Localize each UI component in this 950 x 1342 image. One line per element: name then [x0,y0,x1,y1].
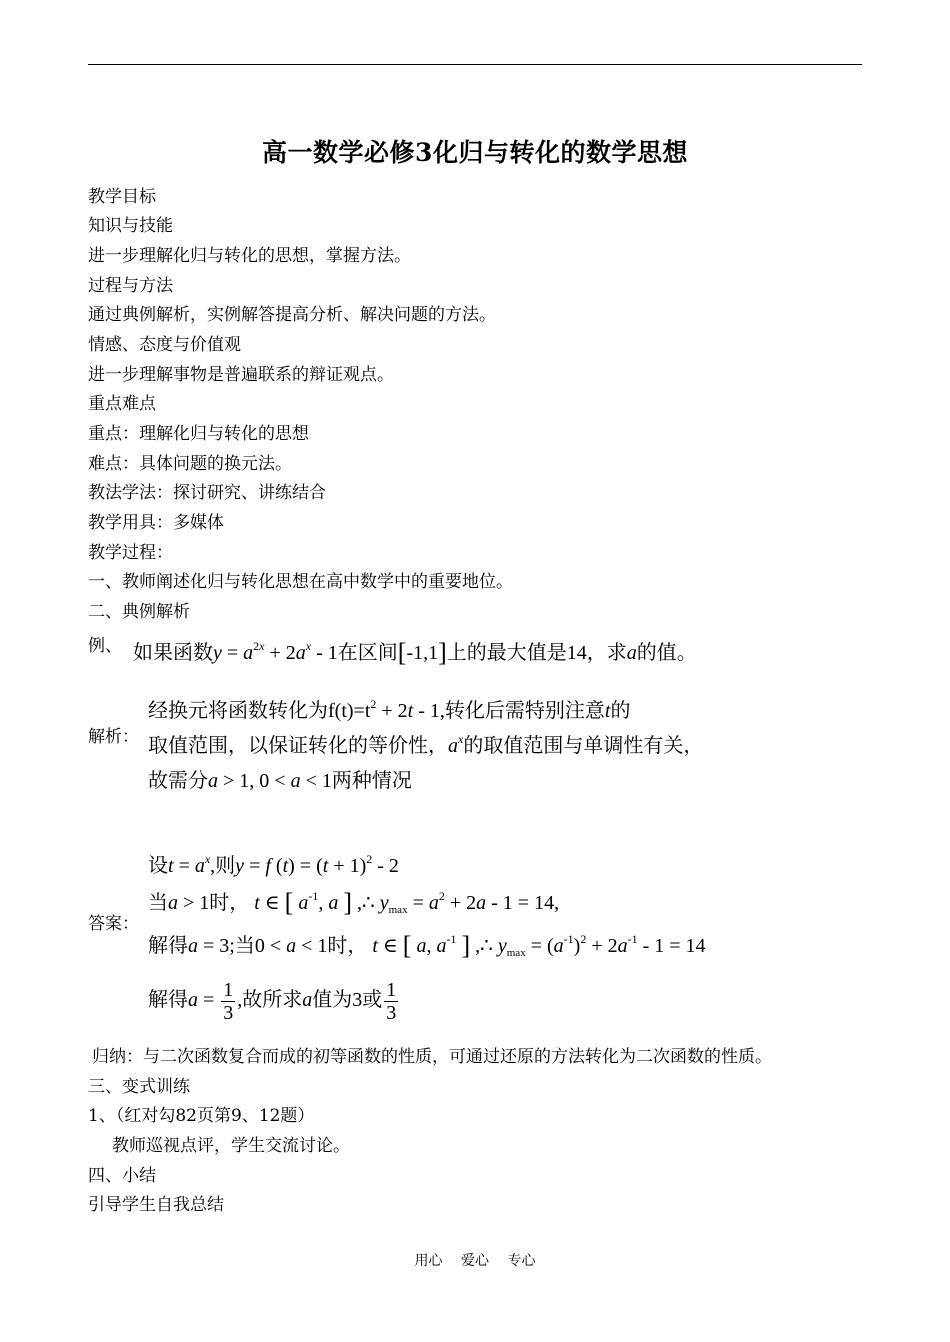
analysis-label: 解析： [88,727,139,747]
text-section-two: 二、典例解析 [88,602,190,622]
answer-line-2: 当a > 1时， t ∈ [ $a^{-1}$, a ] ,∴ $y_{max} = a^2 + 2a - 1 = 14$, [148,888,560,917]
example-problem: 如果函数$y = a^{2x} + 2a^x - 1$在区间[-1,1]上的最大值是14，求a的值。 [133,638,697,667]
example-label: 例、 [88,636,122,656]
heading-key-difficult: 重点难点 [88,394,156,414]
text-exercise-reference: 1、（红对勾82页第9、12题） [88,1106,315,1126]
answer-line-1: 设$t = a^x$,则y = f $(t) = (t + 1)^2 - 2$ [148,852,399,877]
text-section-four: 四、小结 [88,1166,156,1186]
text-knowledge-goal: 进一步理解化归与转化的思想，掌握方法。 [88,246,411,266]
text-section-three: 三、变式训练 [88,1077,190,1097]
text-section-one: 一、教师阐述化归与转化思想在高中数学中的重要地位。 [88,572,513,592]
header-rule [88,64,862,65]
heading-emotion-values: 情感、态度与价值观 [88,335,241,355]
text-process-goal: 通过典例解析，实例解答提高分析、解决问题的方法。 [88,305,496,325]
text-teaching-method: 教法学法：探讨研究、讲练结合 [88,483,326,503]
answer-line-4: 解得a = $\frac{1}{3}$ ,故所求a值为3或 $\frac{1}{3}$ [148,978,397,1024]
text-teaching-tools: 教学用具：多媒体 [88,513,224,533]
heading-teaching-process: 教学过程： [88,543,173,563]
heading-process-method: 过程与方法 [88,276,173,296]
text-summary: 归纳：与二次函数复合而成的初等函数的性质，可通过还原的方法转化为二次函数的性质。 [92,1047,772,1067]
text-key-point: 重点：理解化归与转化的思想 [88,424,309,444]
text-emotion-goal: 进一步理解事物是普遍联系的辩证观点。 [88,365,394,385]
answer-line-3: 解得a = 3;当0 < a < 1时， t ∈ [ a, $a^{-1}$ ] ,∴ $y_{max} = (a^{-1})^2 + 2a^{-1} - 1 = 14$ [148,931,706,960]
heading-teaching-goals: 教学目标 [88,187,156,207]
analysis-line-2: 取值范围，以保证转化的等价性，$a^x$的取值范围与单调性有关， [148,732,704,757]
text-difficult-point: 难点：具体问题的换元法。 [88,454,292,474]
text-exercise-activity: 教师巡视点评，学生交流讨论。 [112,1136,350,1156]
answer-label: 答案： [88,914,139,934]
heading-knowledge-skills: 知识与技能 [88,216,173,236]
page-footer: 用心 爱心 专心 [414,1253,536,1269]
document-title: 高一数学必修3化归与转化的数学思想 [262,138,688,167]
analysis-line-1: 经换元将函数转化为$f(t)=t^2 + 2t - 1$,转化后需特别注意t的 [148,697,631,722]
analysis-line-3: 故需分a > 1, 0 < a < 1两种情况 [148,770,412,792]
text-summary-guide: 引导学生自我总结 [88,1195,224,1215]
